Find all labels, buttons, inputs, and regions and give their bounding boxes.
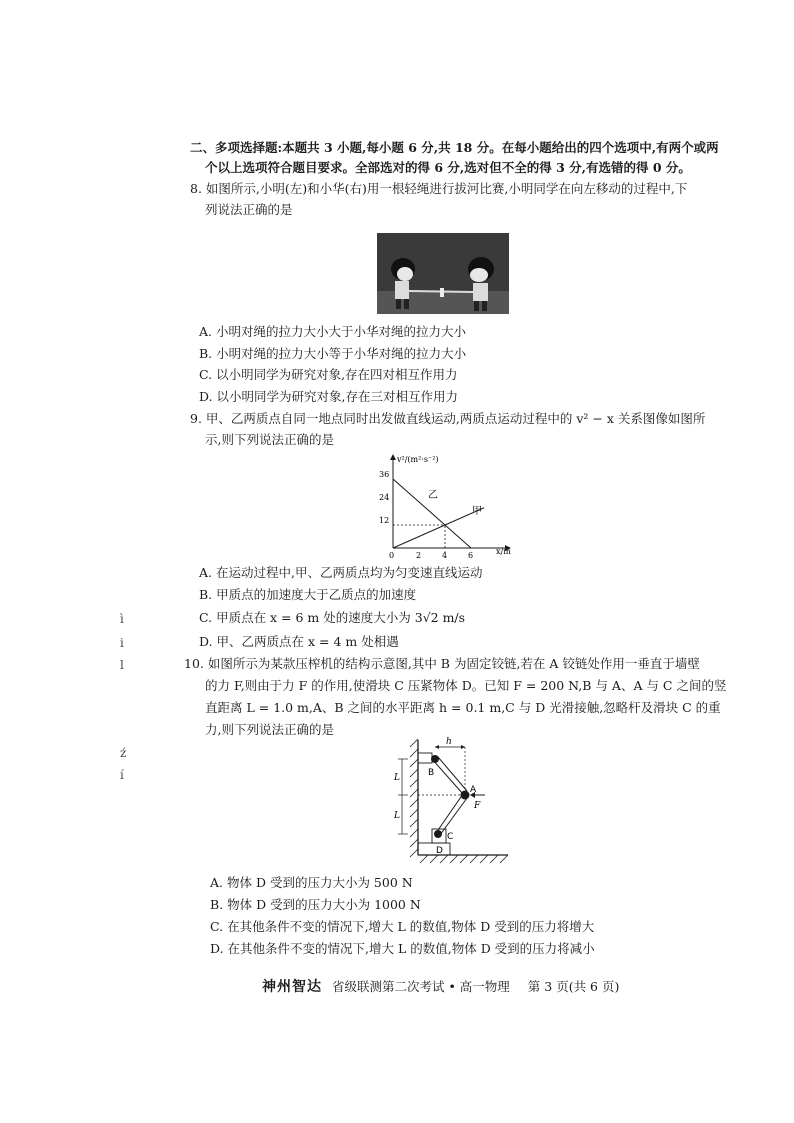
hinge-b [431, 755, 439, 763]
q9-option-a: A. 在运动过程中,甲、乙两质点均为匀变速直线运动 [199, 565, 483, 580]
tug-of-war-photo [377, 233, 509, 314]
footer-title: 省级联测第二次考试 • 高一物理 [331, 979, 510, 994]
q10-option-b: B. 物体 D 受到的压力大小为 1000 N [210, 897, 421, 912]
q9-option-c: C. 甲质点在 x = 6 m 处的速度大小为 3√2 m/s [199, 610, 466, 625]
x-tick-6: 6 [468, 551, 474, 560]
label-c: C [447, 832, 454, 842]
label-a: A [470, 785, 477, 795]
v2-x-chart [360, 450, 530, 560]
q10-option-c: C. 在其他条件不变的情况下,增大 L 的数值,物体 D 受到的压力将增大 [210, 919, 595, 934]
x-axis-label: x/m [496, 547, 511, 556]
q10-stem-line-2: 的力 F,则由于力 F 的作用,使滑块 C 压紧物体 D。已知 F = 200 N,B 与 A、A 与 C 之间的竖 [205, 678, 727, 693]
q8-option-b: B. 小明对绳的拉力大小等于小华对绳的拉力大小 [199, 346, 467, 361]
hinge-c [434, 830, 442, 838]
q8-option-a: A. 小明对绳的拉力大小大于小华对绳的拉力大小 [199, 324, 466, 339]
q9-option-b: B. 甲质点的加速度大于乙质点的加速度 [199, 587, 417, 602]
y-tick-24: 24 [379, 493, 390, 502]
q9-stem-line-1: 9. 甲、乙两质点自同一地点同时出发做直线运动,两质点运动过程中的 v² − x 关系图像如图所 [190, 411, 706, 426]
edge-mark-1: ì [120, 612, 124, 626]
q10-option-a: A. 物体 D 受到的压力大小为 500 N [210, 875, 413, 890]
label-h: h [446, 737, 452, 747]
footer-page-number: 第 3 页(共 6 页) [527, 979, 620, 994]
hinge-a [461, 791, 470, 800]
q9-stem-line-2: 示,则下列说法正确的是 [205, 432, 334, 447]
x-tick-4: 4 [442, 551, 448, 560]
footer-brand: 神州智达 [262, 979, 322, 995]
series-jia-line [393, 508, 484, 548]
series-yi-label: 乙 [428, 490, 438, 501]
q8-stem-line-1: 8. 如图所示,小明(左)和小华(右)用一根轻绳进行拔河比赛,小明同学在向左移动的过程中,下 [190, 181, 688, 196]
label-d: D [436, 846, 443, 856]
section-header-line-2: 个以上选项符合题目要求。全部选对的得 6 分,选对但不全的得 3 分,有选错的得 0 分。 [205, 160, 691, 175]
q8-option-c: C. 以小明同学为研究对象,存在四对相互作用力 [199, 367, 458, 382]
edge-mark-2: i [120, 636, 124, 650]
q9-option-d: D. 甲、乙两质点在 x = 4 m 处相遇 [199, 634, 399, 649]
y-tick-12: 12 [379, 516, 390, 525]
press-machine-diagram [390, 735, 515, 867]
y-tick-36: 36 [379, 470, 390, 479]
edge-mark-3: l [120, 658, 124, 672]
label-f: F [474, 801, 481, 811]
q8-stem-line-2: 列说法正确的是 [205, 202, 293, 217]
label-l-lower: L [394, 811, 400, 821]
label-l-upper: L [394, 773, 400, 783]
edge-mark-4: ź [120, 746, 127, 760]
page-footer [262, 976, 619, 996]
series-jia-label: 甲 [472, 506, 482, 517]
edge-mark-5: í [120, 768, 124, 782]
y-axis-label: v²/(m²·s⁻²) [397, 455, 439, 464]
label-b: B [428, 768, 435, 778]
q10-stem-line-1: 10. 如图所示为某款压榨机的结构示意图,其中 B 为固定铰链,若在 A 铰链处作用一垂直于墙壁 [184, 656, 700, 671]
q8-option-d: D. 以小明同学为研究对象,存在三对相互作用力 [199, 389, 458, 404]
section-header-line-1: 二、多项选择题:本题共 3 小题,每小题 6 分,共 18 分。在每小题给出的四个选项中,有两个或两 [190, 140, 719, 155]
q10-option-d: D. 在其他条件不变的情况下,增大 L 的数值,物体 D 受到的压力将减小 [210, 941, 595, 956]
q10-stem-line-4: 力,则下列说法正确的是 [205, 722, 334, 737]
q10-stem-line-3: 直距离 L = 1.0 m,A、B 之间的水平距离 h = 0.1 m,C 与 D 光滑接触,忽略杆及滑块 C 的重 [205, 700, 721, 715]
x-tick-0: 0 [389, 551, 395, 560]
x-tick-2: 2 [416, 551, 422, 560]
